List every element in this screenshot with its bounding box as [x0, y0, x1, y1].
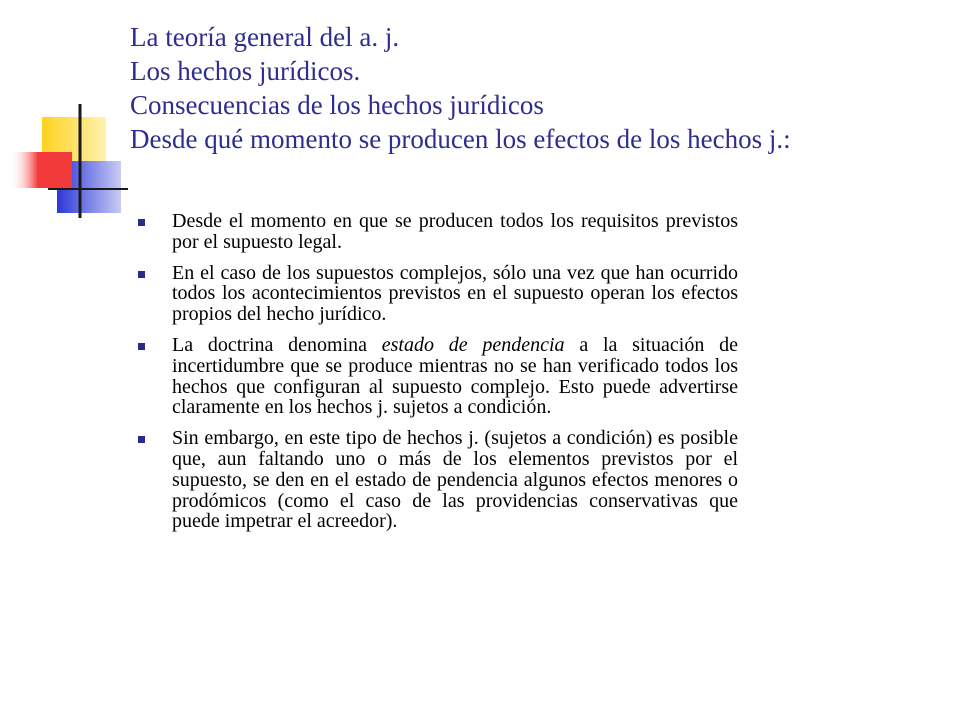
- deco-red-bar: [10, 152, 72, 188]
- square-bullet-icon: [138, 219, 145, 226]
- title-line: Los hechos jurídicos.: [130, 56, 361, 86]
- corner-decoration: [0, 0, 130, 230]
- bullet-item: [172, 211, 738, 253]
- bullet-item: [172, 428, 738, 532]
- bullet-list: [172, 211, 738, 542]
- bullet-text: La doctrina denomina: [172, 333, 382, 356]
- bullet-text: a la situación de incertidumbre que se produce mientras no se han verificado todos los hechos que configuran al supuesto complejo. Esto puede advertirse claramente en los hechos j. sujetos a condición.: [172, 333, 738, 419]
- bullet-emphasis: estado de pendencia: [381, 333, 565, 356]
- slide-title: [130, 20, 930, 156]
- bullet-item: [172, 263, 738, 325]
- bullet-text: Desde el momento en que se producen todos los requisitos previstos por el supuesto legal.: [172, 210, 738, 253]
- title-line: Consecuencias de los hechos jurídicos: [130, 90, 544, 120]
- title-line: Desde qué momento se producen los efectos de los hechos j.:: [130, 124, 791, 154]
- bullet-text: En el caso de los supuestos complejos, sólo una vez que han ocurrido todos los acontecimientos previstos en el supuesto operan los efectos propios del hecho jurídico.: [172, 261, 738, 326]
- title-line: La teoría general del a. j.: [130, 22, 400, 52]
- square-bullet-icon: [138, 343, 145, 350]
- bullet-item: [172, 335, 738, 418]
- bullet-text: Sin embargo, en este tipo de hechos j. (sujetos a condición) es posible que, aun faltando uno o más de los elementos previstos por el supuesto, se den en el estado de pendencia algunos efectos menores o prodómicos (como el caso de las providencias conservativas que puede impetrar el acreedor).: [172, 427, 738, 533]
- square-bullet-icon: [138, 271, 145, 278]
- square-bullet-icon: [138, 436, 145, 443]
